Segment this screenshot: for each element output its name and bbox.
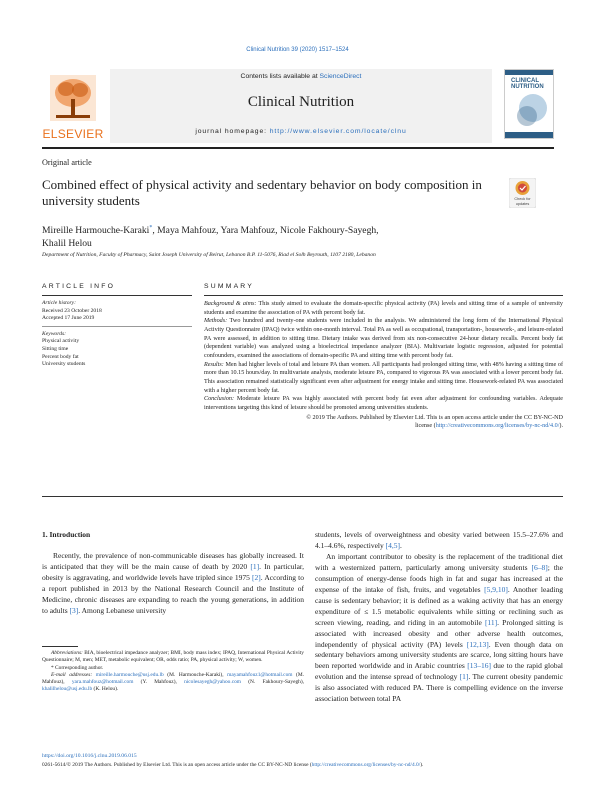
results-text: Men had higher levels of total and leisure PA than women. All participants had prolonged sitting time, with 48% having a sitting time of more than 10.15 hours/day. In multivariate analysis, moderate leisure PA, compared to vigorous PA was associated with a lower percent body fat. This association remained statistically significant even after adjustment for energy intake and sitting time. Housework-related PA was associated with a higher percent body fat. [204, 361, 563, 394]
reference-link[interactable]: [13–16] [467, 661, 491, 671]
author-last: Khalil Helou [42, 238, 92, 250]
reference-link[interactable]: [12,13] [466, 639, 489, 649]
issn-line [42, 762, 563, 768]
text-run: (N. Fakhoury-Sayegh), [241, 679, 305, 686]
abstract-methods [204, 317, 563, 360]
text-run: . [399, 540, 402, 550]
check-for-updates-badge[interactable] [509, 178, 536, 208]
article-title: Combined effect of physical activity and sedentary behavior on body composition in university students [42, 177, 482, 208]
history-label: Article history: [42, 300, 77, 306]
summary-heading: SUMMARY [204, 283, 255, 290]
contents-line [110, 73, 492, 80]
corresponding-footnote: * Corresponding author. [51, 664, 104, 671]
copyright-line1: © 2019 The Authors. Published by Elsevier Ltd. This is an open access article under the CC BY-NC-ND [306, 414, 563, 421]
background-label: Background & aims: [204, 301, 257, 307]
footnote-rule [42, 646, 78, 647]
article-info-panel [42, 300, 192, 369]
reference-link[interactable]: [3] [69, 605, 79, 615]
homepage-line [110, 128, 492, 135]
conclusion-label: Conclusion: [204, 396, 235, 403]
body-column-left [42, 530, 304, 617]
reference-link[interactable]: [11] [484, 617, 498, 627]
masthead-box [110, 69, 492, 143]
text-run: (M. Harmouche-Karaki), [163, 671, 228, 678]
abstract [204, 300, 563, 431]
sciencedirect-link[interactable]: ScienceDirect [319, 73, 362, 80]
results-label: Results: [204, 361, 224, 368]
intro-paragraph-1-continued [315, 530, 563, 552]
issn-suffix: ). [420, 762, 424, 768]
masthead-rule [42, 147, 554, 149]
corresponding-mark[interactable]: * [149, 225, 153, 231]
email-link[interactable]: nicolesayegh@yahoo.com [184, 679, 242, 686]
abstract-results [204, 361, 563, 396]
text-run: due to the rapid global evolution and the intense spread of technology [315, 661, 564, 682]
body-column-right [315, 530, 563, 705]
cover-title: CLINICAL NUTRITION [511, 78, 544, 91]
reference-link[interactable]: [6–8] [531, 562, 548, 572]
abbreviations-text: BIA, bioelectrical impedance analyzer; BMI, body mass index; IPAQ, International Physical Activity Questionnaire; M, men; MET, metabolic equivalent; OR, odds ratio; PA, physical activity; W, women. [42, 650, 304, 664]
email-label: E-mail addresses: [51, 671, 93, 678]
text-run: (M. Mahfouz), [42, 671, 304, 686]
keywords-label: Keywords: [42, 330, 67, 337]
contents-prefix: Contents lists available at [240, 73, 320, 80]
elsevier-tree-icon [50, 75, 96, 121]
conclusion-text: Moderate leisure PA was highly associated with percent body fat even after adjustment for confounding variables. Adequate interventions targeting this kind of leisure should be promoted among universities students. [204, 396, 563, 411]
abstract-conclusion [204, 395, 563, 412]
keyword: Sitting time [42, 345, 69, 352]
copyright-notice [204, 414, 563, 431]
email-link[interactable]: khalilhelou@usj.edu.lb [42, 686, 93, 693]
text-run: . The current obesity pandemic is also associated with reduced PA. There is compelling evidence on the inverse association between total PA [315, 672, 563, 704]
keyword: Percent body fat [42, 353, 79, 360]
summary-rule [204, 295, 563, 296]
email-link[interactable]: mireille.harmouche@usj.edu.lb [95, 671, 164, 678]
reference-link[interactable]: [1] [459, 672, 469, 682]
footnotes [42, 650, 304, 694]
text-run: Recently, the prevalence of non-communicable diseases has globally increased. It is anticipated that they will be the main cause of death by 2020 [42, 550, 304, 571]
info-divider [42, 326, 192, 327]
email-link[interactable]: yara.mahfouz@hotmail.com [71, 679, 134, 686]
text-run: students, levels of overweightness and obesity varied between 15.5–27.6% and 4.1–4.6%, respectively [315, 530, 563, 550]
text-run: ; the consumption of energy-dense foods high in fat and sugar has increased at the expense of the intake of fish, fruits, and vegetables [315, 562, 563, 594]
homepage-prefix: journal homepage: [195, 128, 270, 135]
abstract-bottom-rule [42, 496, 563, 497]
elsevier-logo[interactable] [42, 69, 104, 145]
journal-title: Clinical Nutrition [247, 94, 355, 110]
background-text: This study aimed to evaluate the domain-specific physical activity (PA) levels and sitting time of a sample of university students and examine the association of PA with percent body fat. [204, 301, 564, 316]
article-type: Original article [42, 158, 92, 167]
text-run: . Even though data on sedentary behaviors among university students are scarce, long sitting hours have been reported worldwide and in Arabic countries [315, 639, 563, 671]
text-run: (Y. Mahfouz), [133, 679, 185, 686]
methods-label: Methods: [204, 318, 228, 325]
article-info-heading: ARTICLE INFO [42, 283, 116, 290]
license-link[interactable]: http://creativecommons.org/licenses/by-nc-nd/4.0/ [435, 423, 560, 430]
text-run: (K. Helou). [92, 686, 119, 693]
keyword: University students [42, 361, 86, 368]
issn-license-link[interactable]: http://creativecommons.org/licenses/by-nc-nd/4.0/ [311, 762, 421, 768]
email-footnote [42, 672, 304, 694]
journal-homepage-link[interactable]: http://www.elsevier.com/locate/clnu [269, 128, 407, 135]
reference-link[interactable]: [1] [250, 561, 260, 571]
issn-prefix: 0261-5614/© 2019 The Authors. Published by Elsevier Ltd. This is an open access article under the CC BY-NC-ND license ( [42, 762, 312, 768]
text-run: . In particular, obesity is aggravating, and worldwide levels have tripled since 1975 [42, 561, 304, 582]
section-heading-introduction: 1. Introduction [42, 530, 91, 539]
reference-link[interactable]: [2] [252, 572, 261, 582]
intro-paragraph-2 [315, 552, 563, 705]
author-corresponding[interactable]: Mireille Harmouche-Karaki [42, 225, 150, 237]
reference-link[interactable]: [4,5] [385, 540, 400, 550]
abstract-background [204, 300, 563, 317]
received-date: Received 23 October 2018 [42, 307, 102, 314]
email-link[interactable]: mayamahfouz1@hotmail.com [227, 671, 293, 678]
article-info-rule [42, 295, 192, 296]
journal-citation[interactable]: Clinical Nutrition 39 (2020) 1517–1524 [246, 47, 349, 53]
text-run: . Among Lebanese university [78, 605, 167, 615]
reference-link[interactable]: [5,9,10] [484, 584, 508, 594]
text-run: . Prolonged sitting is associated with increased obesity and other adverse health outcomes, independently of physical activity (PA) levels [315, 617, 563, 649]
check-for-updates-label: Check for updates [514, 197, 531, 206]
copyright-line2-suffix: ). [559, 423, 563, 430]
intro-paragraph-1 [42, 551, 304, 617]
methods-text: Two hundred and twenty-one students were included in the analysis. We administered the long form of the International Physical Activity Questionnaire (IPAQ) twice within one-month interval. Total PA as well as occupational, transportation-, housework-, and leisure-related PA were assessed, in addition to sitting time. Dietary intake was derived from six non-consecutive 24-hour dietary recalls. Percent body fat (dependent variable) was analyzed using a bioelectrical impedance analyzer (BIA). Multivariate logistic regression, adjusted for potential confounders, examined the associations of domain-specific PA and sitting time with percent body fat. [204, 318, 563, 359]
journal-cover-thumbnail[interactable] [504, 69, 554, 139]
authors-rest: , Maya Mahfouz, Yara Mahfouz, Nicole Fakhoury-Sayegh, [152, 225, 379, 237]
abbreviations-label: Abbreviations: [51, 650, 83, 656]
abbreviations-footnote [42, 650, 304, 665]
keyword: Physical activity [42, 338, 80, 345]
journal-masthead [42, 69, 554, 151]
elsevier-wordmark: ELSEVIER [42, 127, 104, 141]
text-run: . According to a report published in 2013 by the National Research Council and the Institute of Medicine, chronic diseases are expanding to reach the young generations, in addition to adults [42, 572, 304, 615]
author-list [42, 222, 482, 250]
copyright-line2-prefix: license ( [415, 423, 436, 430]
doi-link[interactable]: https://doi.org/10.1016/j.clnu.2019.06.015 [42, 753, 137, 759]
text-run: . Another leading cause is sedentary behavior; it is defined as a waking activity that has an energy expenditure of ≤ 1.5 metabolic equivalents while sitting or reclining such as screen viewing, reading, and riding in an automobile [315, 584, 563, 627]
accepted-date: Accepted 17 June 2019 [42, 315, 95, 322]
text-run: An important contributor to obesity is the replacement of the traditional diet with a westernized pattern, particularly among university students [315, 551, 563, 572]
affiliation: Department of Nutrition, Faculty of Pharmacy, Saint Joseph University of Beirut, Lebanon B.P. 11-5076, Riad el Solh Beyrouth, 1107 2180, Lebanon [42, 252, 376, 258]
